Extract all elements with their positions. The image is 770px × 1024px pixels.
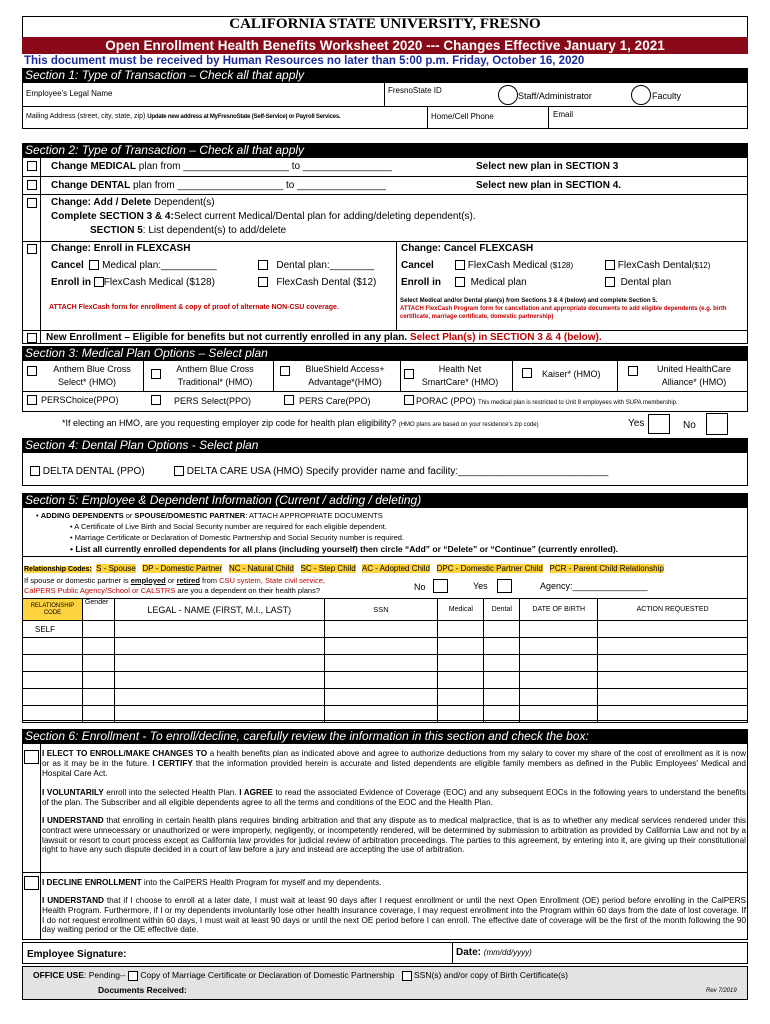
persselect-checkbox[interactable] — [151, 395, 161, 405]
table-cell[interactable] — [324, 706, 438, 723]
s5-bullet2: • A Certificate of Live Birth and Social Security number are required for each eligible dependent. — [70, 522, 387, 531]
table-cell[interactable] — [520, 621, 598, 638]
spouse-q1: If spouse or domestic partner is — [24, 576, 129, 585]
section5-header: Section 5: Employee & Dependent Information (Current / adding / deleting) — [22, 493, 748, 508]
delta-hmo-row — [174, 466, 608, 477]
section5-ref: SECTION 5 — [90, 225, 143, 236]
table-cell[interactable] — [324, 638, 438, 655]
s2-h1 — [22, 176, 748, 177]
table-row — [23, 655, 748, 672]
office-pending: : Pending-- — [84, 970, 128, 980]
table-cell[interactable] — [598, 672, 748, 689]
blueshield-checkbox[interactable] — [280, 366, 290, 376]
table-cell[interactable] — [598, 621, 748, 638]
new-enrollment-checkbox[interactable] — [27, 333, 37, 343]
hmo-no-label: No — [683, 420, 696, 431]
kaiser-checkbox[interactable] — [522, 368, 532, 378]
s1-divider-v1 — [384, 83, 385, 106]
understand2-paragraph — [42, 896, 746, 935]
s5-bullet4: • List all currently enrolled dependents for all plans (including yourself) then circle “Add” or “Delete” or “Continue” (currently enrolled). — [70, 544, 619, 554]
table-row — [23, 689, 748, 706]
cfc-medical: FlexCash Medical — [467, 260, 548, 271]
office-use-label: OFFICE USE — [33, 970, 85, 980]
col-ssn: SSN — [324, 599, 438, 621]
s2-h3 — [22, 241, 748, 242]
elect-bold: I ELECT TO ENROLL/MAKE CHANGES TO — [42, 749, 208, 758]
change-dental-from-to: plan from ___________________ to ________________ — [133, 180, 387, 191]
cfc-medical-amount: ($128) — [550, 261, 574, 270]
hmo-no-checkbox[interactable] — [706, 413, 728, 435]
relationship-codes-label: Relationship Codes: — [24, 566, 92, 573]
change-dependent-line3 — [90, 225, 286, 236]
section3-header: Section 3: Medical Plan Options – Select plan — [22, 346, 748, 361]
cfc-note2: ATTACH FlexCash Program form for cancellation and appropriate documents to add eligible dependents (e.g. birth certificate, marriage certificate, domestic partnership) — [400, 306, 727, 320]
change-medical-from-to: plan from ___________________ to ________________ — [138, 161, 392, 172]
s3-h1 — [22, 391, 748, 392]
cfc-dental: FlexCash Dental — [617, 260, 692, 271]
worksheet-title: Open Enrollment Health Benefits Worksheet 2020 --- Changes Effective January 1, 2021 — [105, 38, 665, 53]
s2-h4 — [22, 330, 748, 331]
select-section4: Select new plan in SECTION 4. — [476, 180, 622, 191]
change-medical-label: Change MEDICAL — [51, 161, 136, 172]
self-code: SELF — [23, 621, 83, 638]
s5-codes-line — [22, 556, 748, 557]
col-dob: DATE OF BIRTH — [520, 599, 598, 621]
col-relationship-code: RELATIONSHIP CODE — [23, 599, 83, 621]
persselect-label: PERS Select(PPO) — [174, 396, 252, 406]
documents-received-label: Documents Received: — [98, 985, 187, 995]
table-cell[interactable] — [23, 638, 83, 655]
voluntarily-bold: I VOLUNTARILY — [42, 788, 104, 797]
cfc-medical-plan-option — [455, 277, 527, 288]
change-dependent-line1 — [51, 197, 215, 208]
table-cell[interactable] — [82, 672, 114, 689]
change-dependent-checkbox[interactable] — [27, 198, 37, 208]
code-nc: NC - Natural Child — [228, 564, 294, 573]
blueshield-l2: Advantage*(HMO) — [308, 377, 382, 387]
table-cell[interactable] — [484, 689, 520, 706]
change-dental-label: Change DENTAL — [51, 180, 131, 191]
spouse-no-checkbox[interactable] — [433, 579, 448, 593]
table-row — [23, 706, 748, 723]
anthem-select-l1: Anthem Blue Cross — [53, 364, 131, 374]
voluntarily-paragraph — [42, 788, 746, 808]
blueshield-l1: BlueShield Access+ — [305, 364, 385, 374]
mailing-address-label: Mailing Address (street, city, state, zip) — [26, 113, 146, 120]
understand-bold: I UNDERSTAND — [42, 816, 104, 825]
enroll-flexcash-label: Change: Enroll in FLEXCASH — [51, 243, 191, 254]
employee-signature-label[interactable]: Employee Signature: — [27, 949, 127, 960]
cancel-flexcash-label: Change: Cancel FLEXCASH — [401, 243, 534, 254]
understand2-bold: I UNDERSTAND — [42, 896, 104, 905]
enroll-flexcash-checkbox[interactable] — [27, 244, 37, 254]
s1-divider-h — [22, 106, 748, 107]
fc-cancel-label: Cancel — [51, 260, 84, 271]
elect-enroll-checkbox[interactable] — [24, 750, 39, 764]
table-cell[interactable] — [598, 706, 748, 723]
table-cell[interactable] — [114, 706, 324, 723]
spouse-question-l2 — [24, 586, 320, 595]
s5-bullet1: • ADDING DEPENDENTS or SPOUSE/DOMESTIC PARTNER: ATTACH APPROPRIATE DOCUMENTS — [36, 511, 383, 520]
table-cell[interactable] — [438, 621, 484, 638]
col-action: ACTION REQUESTED — [598, 599, 748, 621]
spouse-question-l1 — [24, 576, 325, 585]
hmo-question — [62, 418, 539, 428]
cfc-dental-plan-option — [605, 277, 671, 288]
decline-enrollment-checkbox[interactable] — [24, 876, 39, 890]
anthem-trad-l1: Anthem Blue Cross — [176, 364, 254, 374]
table-cell[interactable] — [598, 689, 748, 706]
anthem-select-l2: Select* (HMO) — [57, 377, 116, 387]
s2-h2 — [22, 194, 748, 195]
office-copy-checkbox[interactable] — [128, 971, 138, 981]
spouse-dp-label: SPOUSE/DOMESTIC PARTNER — [134, 511, 246, 520]
decline-text: into the CalPERS Health Program for myself and my dependents. — [141, 878, 382, 887]
hmo-question-text: *If electing an HMO, are you requesting employer zip code for health plan eligibility? — [62, 418, 397, 428]
table-cell[interactable] — [23, 655, 83, 672]
table-cell[interactable] — [438, 655, 484, 672]
code-dpc: DPC - Domestic Partner Child — [436, 564, 543, 573]
fc-medical128: FlexCash Medical ($128) — [103, 277, 215, 288]
table-cell[interactable] — [484, 638, 520, 655]
table-cell[interactable] — [520, 655, 598, 672]
perscare-checkbox[interactable] — [284, 395, 294, 405]
understand2-text: that if I choose to enroll at a later date, I must wait at least 90 days after I request enrollment or until the next Open Enrollment (OE) period before enrolling in the CalPERS Health Program. Furthermore, if I or my dependents involuntarily lose other health insurance coverage, I may request enrollment into the Program within 60 days from the date of lost coverage. If I do not request enrollment within 60 days, I must wait at least 90 days or until the next OE period before I can enroll. The effective date of coverage will be the first of the month following the 90 day waiting period or the OE effective date. — [42, 896, 746, 935]
university-name: CALIFORNIA STATE UNIVERSITY, FRESNO — [229, 16, 541, 32]
code-s: S - Spouse — [96, 564, 136, 573]
decline-bold: I DECLINE ENROLLMENT — [42, 878, 142, 887]
table-cell[interactable] — [438, 672, 484, 689]
anthem-select-checkbox[interactable] — [27, 366, 37, 376]
s2-col-line — [40, 158, 41, 344]
table-cell[interactable] — [484, 655, 520, 672]
s5-bullet3: • Marriage Certificate or Declaration of Domestic Partnership and Social Security number is required. — [70, 533, 405, 542]
fc-enroll-row — [51, 277, 215, 288]
elect-text: a health benefits plan as indicated above and agree to authorize deductions from my salary to cover my share of the cost of enrollment as it is now or as it may be in the future. — [42, 749, 746, 768]
attach-documents-label: : ATTACH APPROPRIATE DOCUMENTS — [245, 511, 383, 520]
spouse-q-calpers: CalPERS Public Agency/School or CALSTRS — [24, 586, 176, 595]
table-row — [23, 638, 748, 655]
fc-enroll-dental — [258, 277, 376, 288]
perscare-label: PERS Care(PPO) — [299, 396, 371, 406]
col-dental: Dental — [484, 599, 520, 621]
table-cell[interactable] — [324, 655, 438, 672]
certify-text: that the information provided herein is accurate and listed dependents are eligible family members as defined in the Public Employees' Medical and Hospital Care Act. — [42, 758, 746, 778]
table-cell[interactable] — [598, 655, 748, 672]
fc-cancel-dental-checkbox[interactable] — [258, 260, 268, 270]
adding-dependents-or: or — [123, 511, 135, 520]
cfc-dental-option — [605, 260, 710, 271]
office-ssn-text: SSN(s) and/or copy of Birth Certificate(s) — [413, 970, 568, 980]
code-ac: AC - Adopted Child — [361, 564, 430, 573]
cfc-medical-option — [455, 260, 573, 271]
decline-paragraph — [42, 878, 746, 888]
understand-text: that enrolling in certain health plans requires binding arbitration and that any dispute as to medical malpractice, that is as to whether any medical services rendered under this contract were unnecessary or unauthorized or were improperly, negligently, or incompetently rendered, will be determined by submission to arbitration as provided by California Law and not by a lawsuit or resort to court process except as California law provides for judicial review of arbitration proceedings. The parties to this agreement, by entering into it, are giving up their constitutional right to have any such dispute decided in a court of law before a jury and instead are accepting the use of arbitration. — [42, 816, 746, 855]
signature-box — [22, 942, 748, 964]
perschoice-checkbox[interactable] — [27, 395, 37, 405]
agree-bold: I AGREE — [239, 788, 273, 797]
table-cell[interactable] — [520, 638, 598, 655]
col-gender: Gender — [82, 599, 114, 621]
new-enrollment-row — [46, 332, 602, 343]
deadline-text: This document must be received by Human Resources no later than 5:00 p.m. Friday, October 16, 2020 — [24, 55, 585, 67]
porac-note: This medical plan is restricted to Unit 8 employees with SUPA membership. — [478, 400, 678, 406]
table-cell[interactable] — [114, 655, 324, 672]
table-cell[interactable] — [484, 621, 520, 638]
complete-sections-text: Select current Medical/Dental plan for adding/deleting dependent(s). — [173, 211, 476, 222]
relationship-codes-row — [24, 564, 664, 573]
table-cell[interactable] — [484, 672, 520, 689]
cfc-medical-checkbox[interactable] — [455, 260, 465, 270]
date-row[interactable] — [456, 947, 532, 958]
faculty-radio[interactable] — [631, 85, 651, 105]
new-enrollment-select: Select Plan(s) in SECTION 3 & 4 (below). — [409, 332, 602, 343]
table-cell[interactable] — [114, 621, 324, 638]
signature-divider — [452, 942, 453, 964]
phone-label: Home/Cell Phone — [431, 112, 494, 121]
revision-label: Rev 7/2019 — [706, 988, 737, 994]
office-use-row — [33, 970, 568, 981]
change-dependent-line2 — [51, 211, 476, 222]
dependents-header-row — [23, 599, 748, 621]
fc-cancel-medical-checkbox[interactable] — [89, 260, 99, 270]
healthnet-l2: SmartCare* (HMO) — [421, 377, 499, 387]
table-cell[interactable] — [520, 672, 598, 689]
agency-label: Agency:_______________ — [540, 581, 648, 591]
s5-bullet2-text: A Certificate of Live Birth and Social Security number are required for each eligible dependent. — [74, 522, 387, 531]
date-format: (mm/dd/yyyy) — [483, 948, 532, 957]
cfc-dental-plan-checkbox[interactable] — [605, 277, 615, 287]
table-cell[interactable] — [598, 638, 748, 655]
healthnet-l1: Health Net — [438, 364, 482, 374]
fc-medical-plan: Medical plan:__________ — [102, 260, 217, 271]
change-dental-row — [51, 180, 386, 191]
fc-enroll-in-label: Enroll in — [51, 277, 91, 288]
spouse-q-employed: employed — [130, 576, 166, 585]
office-ssn-checkbox[interactable] — [402, 971, 412, 981]
table-cell[interactable] — [484, 706, 520, 723]
table-cell[interactable] — [438, 689, 484, 706]
s3-v5 — [617, 361, 618, 391]
spouse-q-end: are you a dependent on their health plans? — [175, 586, 321, 595]
delta-ppo-row — [30, 466, 145, 477]
fc-attach-note: ATTACH FlexCash form for enrollment & copy of proof of alternate NON-CSU coverage. — [49, 304, 339, 311]
kaiser-label: Kaiser* (HMO) — [542, 369, 601, 379]
table-cell[interactable] — [114, 689, 324, 706]
hmo-yes-checkbox[interactable] — [648, 414, 670, 434]
hmo-yes-label: Yes — [628, 418, 645, 429]
adding-dependents-label: ADDING DEPENDENTS — [40, 511, 124, 520]
table-cell[interactable] — [82, 638, 114, 655]
s5-bullet4-text: List all currently enrolled dependents for all plans (including yourself) then circle “Add” or “Delete” or “Continue” (currently enrolled). — [75, 544, 619, 554]
new-enrollment-label: New Enrollment – Eligible for benefits but not currently enrolled in any plan. — [46, 332, 408, 343]
code-pcr: PCR - Parent Child Relationship — [549, 564, 664, 573]
faculty-label: Faculty — [652, 91, 682, 101]
table-cell[interactable] — [82, 689, 114, 706]
change-medical-row — [51, 161, 392, 172]
s6-col-line — [40, 744, 41, 940]
certify-bold: I CERTIFY — [152, 758, 193, 768]
section6-header: Section 6: Enrollment - To enroll/decline, carefully review the information in this section and check the box: — [22, 729, 748, 744]
understand-paragraph — [42, 816, 746, 855]
elect-paragraph — [42, 749, 746, 778]
table-cell[interactable] — [324, 672, 438, 689]
cfc-enroll-label: Enroll in — [401, 277, 441, 288]
cfc-dental-checkbox[interactable] — [605, 260, 615, 270]
legal-name-label: Employee's Legal Name — [26, 89, 113, 98]
table-cell[interactable] — [82, 621, 114, 638]
cfc-medical-plan: Medical plan — [470, 277, 527, 288]
staff-radio[interactable] — [498, 85, 518, 105]
code-dp: DP - Domestic Partner — [142, 564, 223, 573]
code-sc: SC - Step Child — [300, 564, 356, 573]
delta-hmo-checkbox[interactable] — [174, 466, 184, 476]
fc-cancel-row — [51, 260, 217, 271]
uhc-l2: Alliance* (HMO) — [661, 377, 727, 387]
cfc-note1: Select Medical and/or Dental plan(s) from Sections 3 & 4 (below) and complete Section 5. — [400, 297, 658, 304]
change-medical-checkbox[interactable] — [27, 161, 37, 171]
fresno-id-label: FresnoState ID — [388, 86, 442, 95]
table-cell[interactable] — [23, 689, 83, 706]
dependents-table — [22, 598, 748, 723]
fc-medical128-checkbox[interactable] — [94, 277, 104, 287]
complete-sections-label: Complete SECTION 3 & 4: — [51, 211, 174, 222]
section5-ref-text: : List dependent(s) to add/delete — [142, 225, 287, 236]
section4-header: Section 4: Dental Plan Options - Select plan — [22, 438, 748, 453]
select-section3: Select new plan in SECTION 3 — [476, 161, 619, 172]
email-label: Email — [553, 110, 574, 119]
table-cell[interactable] — [438, 638, 484, 655]
s1-divider-v3 — [548, 106, 549, 129]
s1-divider-v2 — [427, 106, 428, 129]
delta-hmo-label: DELTA CARE USA (HMO) Specify provider name and facility:___________________________ — [186, 466, 609, 477]
table-row — [23, 672, 748, 689]
spouse-no-label: No — [414, 582, 426, 592]
s3-v3 — [400, 361, 401, 391]
uhc-l1: United HealthCare — [656, 364, 732, 374]
table-cell[interactable] — [324, 689, 438, 706]
delta-ppo-checkbox[interactable] — [30, 466, 40, 476]
table-cell[interactable] — [23, 672, 83, 689]
voluntarily-text: enroll into the selected Health Plan. — [103, 788, 240, 797]
spouse-q-from: from — [199, 576, 220, 585]
spouse-yes-label: Yes — [473, 581, 488, 591]
spouse-q-retired: retired — [176, 576, 200, 585]
col-medical: Medical — [438, 599, 484, 621]
fc-cancel-dental — [258, 260, 374, 271]
s3-v1 — [143, 361, 144, 391]
table-cell[interactable] — [114, 638, 324, 655]
table-cell[interactable] — [438, 706, 484, 723]
fc-dental12-checkbox[interactable] — [258, 277, 268, 287]
porac-checkbox[interactable] — [404, 395, 414, 405]
fc-dental12: FlexCash Dental ($12) — [276, 277, 377, 288]
table-cell[interactable] — [82, 706, 114, 723]
s3-v4 — [512, 361, 513, 391]
s5-bullet3-text: Marriage Certificate or Declaration of Domestic Partnership and Social Security number is required. — [74, 533, 405, 542]
perschoice-label: PERSChoice(PPO) — [41, 395, 119, 405]
table-cell[interactable] — [114, 672, 324, 689]
cfc-medical-plan-checkbox[interactable] — [455, 277, 465, 287]
delta-ppo-label: DELTA DENTAL (PPO) — [42, 466, 145, 477]
porac-row — [416, 396, 678, 406]
cfc-cancel-label: Cancel — [401, 260, 434, 271]
table-cell[interactable] — [520, 706, 598, 723]
section2-header: Section 2: Type of Transaction – Check all that apply — [22, 143, 748, 158]
anthem-trad-checkbox[interactable] — [151, 369, 161, 379]
cfc-dental-plan: Dental plan — [620, 277, 672, 288]
table-cell[interactable] — [23, 706, 83, 723]
agree-text: to read the associated Evidence of Coverage (EOC) and any subsequent EOCs in the following years to understand the benefits of the plan. The Subscriber and all eligible dependents agree to all the terms and conditions of the EOC and the Health Plan. — [42, 788, 746, 807]
s2-v-flex — [396, 241, 397, 330]
mailing-note: Update new address at MyFresnoState (Self-Service) or Payroll Services. — [147, 114, 341, 120]
spouse-yes-checkbox[interactable] — [497, 579, 512, 593]
staff-label: Staff/Administrator — [518, 91, 592, 101]
hmo-question-note: (HMO plans are based on your residence's zip code) — [398, 422, 539, 428]
spouse-q-csu: CSU system, State civil service, — [219, 576, 325, 585]
porac-label: PORAC (PPO) — [416, 396, 476, 406]
office-copy-text: Copy of Marriage Certificate or Declaration of Domestic Partnership — [140, 970, 395, 980]
table-row — [23, 621, 748, 638]
col-legal-name: LEGAL - NAME (FIRST, M.I., LAST) — [114, 599, 324, 621]
change-dental-checkbox[interactable] — [27, 180, 37, 190]
anthem-trad-l2: Traditional* (HMO) — [177, 377, 253, 387]
table-cell[interactable] — [520, 689, 598, 706]
table-cell[interactable] — [324, 621, 438, 638]
mailing-label — [26, 113, 340, 120]
s3-v2 — [273, 361, 274, 391]
date-label: Date: — [456, 947, 482, 958]
section1-header: Section 1: Type of Transaction – Check all that apply — [22, 68, 748, 83]
cfc-dental-amount: ($12) — [691, 261, 711, 270]
spouse-q-or: or — [165, 576, 177, 585]
uhc-checkbox[interactable] — [628, 366, 638, 376]
s6-h1 — [22, 872, 748, 873]
dependents-label: Dependent(s) — [153, 197, 215, 208]
fc-dental-plan: Dental plan:________ — [276, 260, 375, 271]
add-delete-label: Change: Add / Delete — [51, 197, 152, 208]
table-cell[interactable] — [82, 655, 114, 672]
